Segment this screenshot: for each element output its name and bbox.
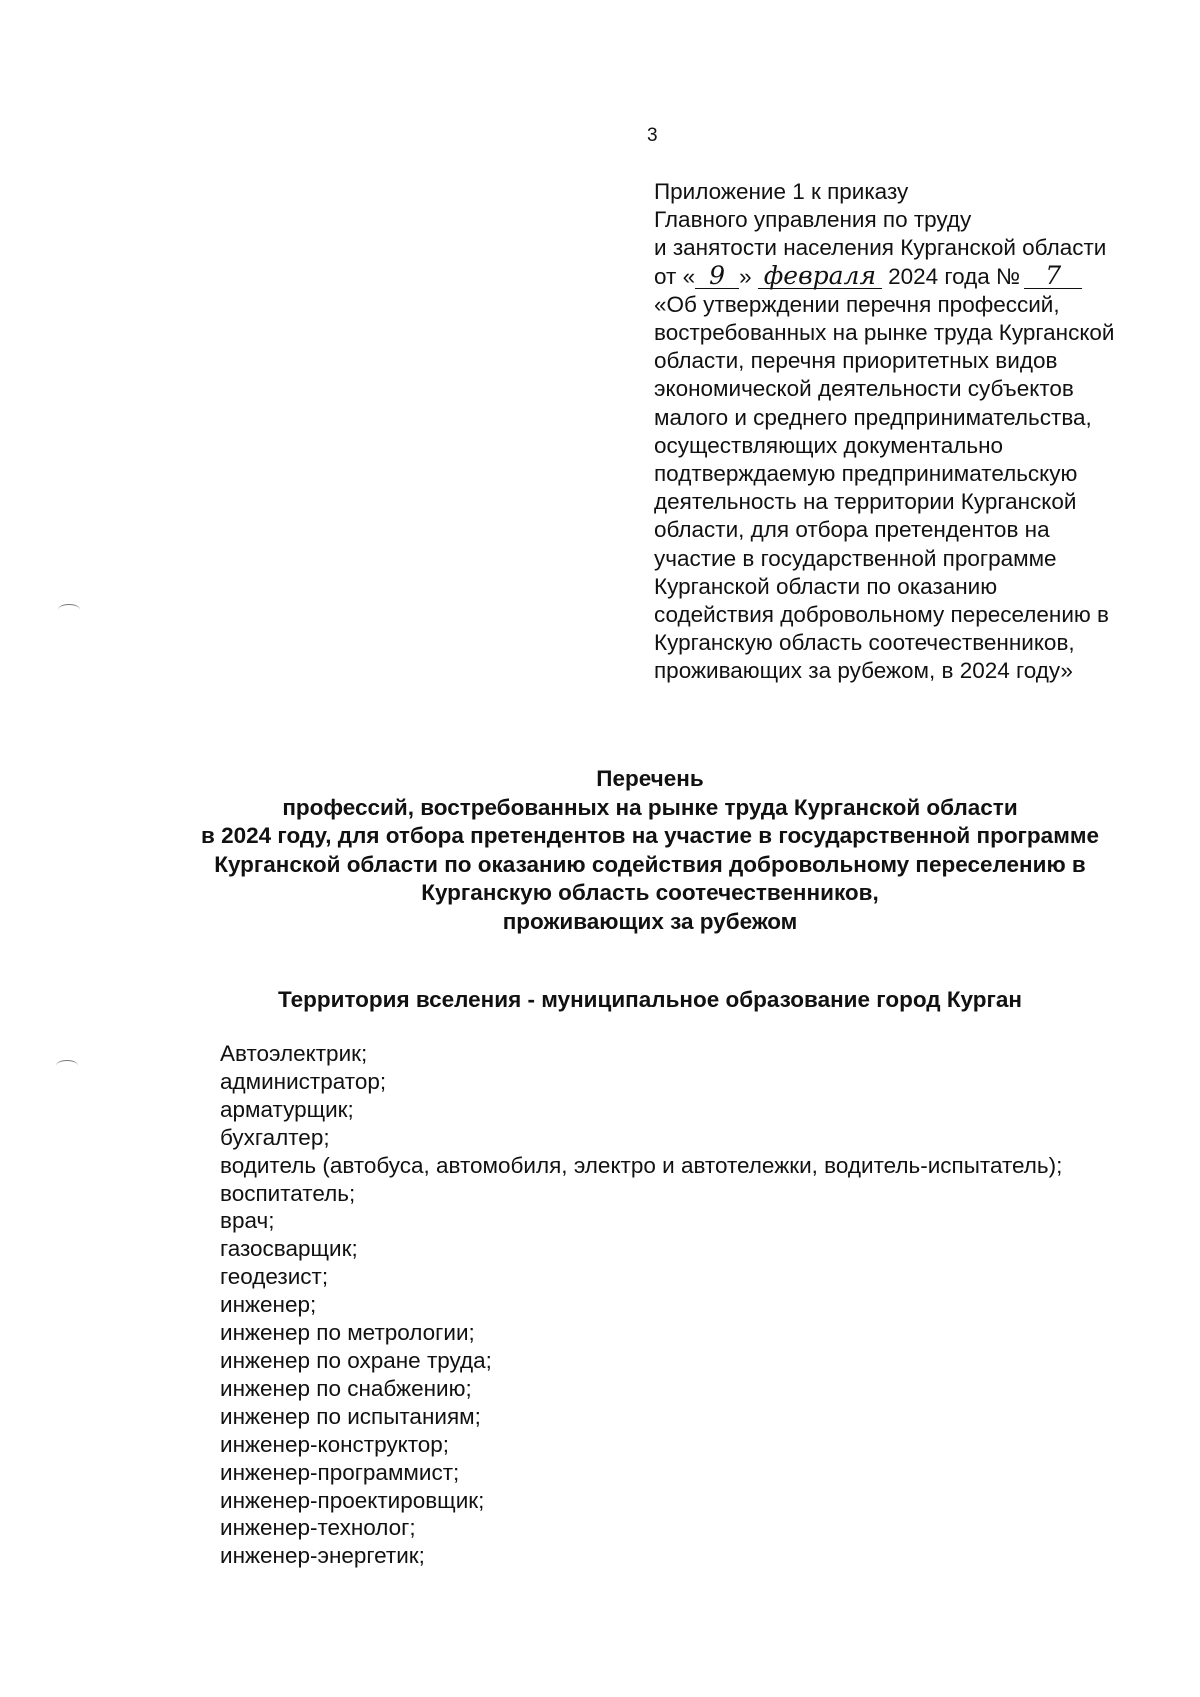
- appendix-date-line: [654, 260, 1174, 291]
- profession-item: инженер по охране труда;: [220, 1347, 492, 1373]
- profession-item: администратор;: [220, 1068, 387, 1094]
- profession-item: воспитатель;: [220, 1180, 356, 1206]
- page-number: 3: [647, 125, 658, 146]
- appendix-subject-line: Курганской области по оказанию: [654, 573, 998, 599]
- appendix-subject-line: Курганскую область соотечественников,: [654, 630, 1075, 656]
- date-mid: »: [739, 263, 752, 289]
- profession-item: инженер-технолог;: [220, 1515, 416, 1541]
- appendix-subject-line: востребованных на рынке труда Курганской: [654, 320, 1115, 346]
- profession-item: Автоэлектрик;: [220, 1041, 368, 1066]
- profession-item: инженер;: [220, 1292, 317, 1318]
- handwritten-day: 9: [695, 264, 739, 289]
- appendix-subject-line: проживающих за рубежом, в 2024 году»: [654, 658, 1073, 684]
- handwritten-month: февраля: [758, 264, 882, 289]
- profession-item: инженер по испытаниям;: [220, 1403, 481, 1429]
- territory-heading: Территория вселения - муниципальное образование город Курган: [278, 987, 1022, 1012]
- appendix-header: [654, 178, 1174, 686]
- date-prefix: от «: [654, 263, 696, 289]
- appendix-subject-line: экономической деятельности субъектов: [654, 376, 1074, 402]
- profession-item: арматурщик;: [220, 1096, 354, 1122]
- appendix-subject-line: подтверждаемую предпринимательскую: [654, 461, 1078, 487]
- appendix-line: Приложение 1 к приказу: [654, 179, 909, 204]
- profession-item: газосварщик;: [220, 1236, 358, 1262]
- appendix-subject-line: малого и среднего предпринимательства,: [654, 404, 1092, 430]
- appendix-subject-line: осуществляющих документально: [654, 432, 1004, 458]
- punch-hole-mark: [58, 604, 80, 615]
- profession-item: геодезист;: [220, 1264, 329, 1290]
- appendix-subject-line: участие в государственной программе: [654, 545, 1057, 571]
- profession-item: инженер-проектировщик;: [220, 1487, 485, 1513]
- appendix-subject-line: содействия добровольному переселению в: [654, 602, 1109, 628]
- title-line: в 2024 году, для отбора претендентов на участие в государственной программе: [201, 823, 1099, 848]
- profession-item: инженер-конструктор;: [220, 1431, 450, 1457]
- title-line: Перечень: [596, 766, 704, 791]
- profession-item: врач;: [220, 1208, 275, 1234]
- title-line: проживающих за рубежом: [502, 908, 798, 934]
- handwritten-order-number: 7: [1024, 264, 1082, 289]
- appendix-subject-line: области, для отбора претендентов на: [654, 517, 1050, 543]
- appendix-subject-line: «Об утверждении перечня профессий,: [654, 291, 1060, 317]
- appendix-line: Главного управления по труду: [654, 207, 972, 233]
- date-year: 2024 года №: [881, 263, 1021, 289]
- profession-item: инженер-энергетик;: [220, 1543, 425, 1569]
- profession-item: инженер-программист;: [220, 1459, 460, 1485]
- appendix-subject-line: деятельность на территории Курганской: [654, 489, 1077, 515]
- punch-hole-mark: [56, 1060, 78, 1071]
- document-title: [0, 765, 1200, 936]
- title-line: Курганской области по оказанию содействия добровольному переселению в: [214, 851, 1086, 877]
- profession-item: инженер по снабжению;: [220, 1375, 472, 1401]
- appendix-line: и занятости населения Курганской области: [654, 235, 1107, 261]
- title-line: профессий, востребованных на рынке труда Курганской области: [282, 794, 1018, 820]
- professions-list: [220, 1040, 1062, 1570]
- profession-item: инженер по метрологии;: [220, 1320, 475, 1346]
- profession-item: водитель (автобуса, автомобиля, электро и автотележки, водитель-испытатель);: [220, 1152, 1063, 1178]
- profession-item: бухгалтер;: [220, 1124, 330, 1150]
- title-line: Курганскую область соотечественников,: [421, 880, 879, 905]
- appendix-subject-line: области, перечня приоритетных видов: [654, 348, 1058, 374]
